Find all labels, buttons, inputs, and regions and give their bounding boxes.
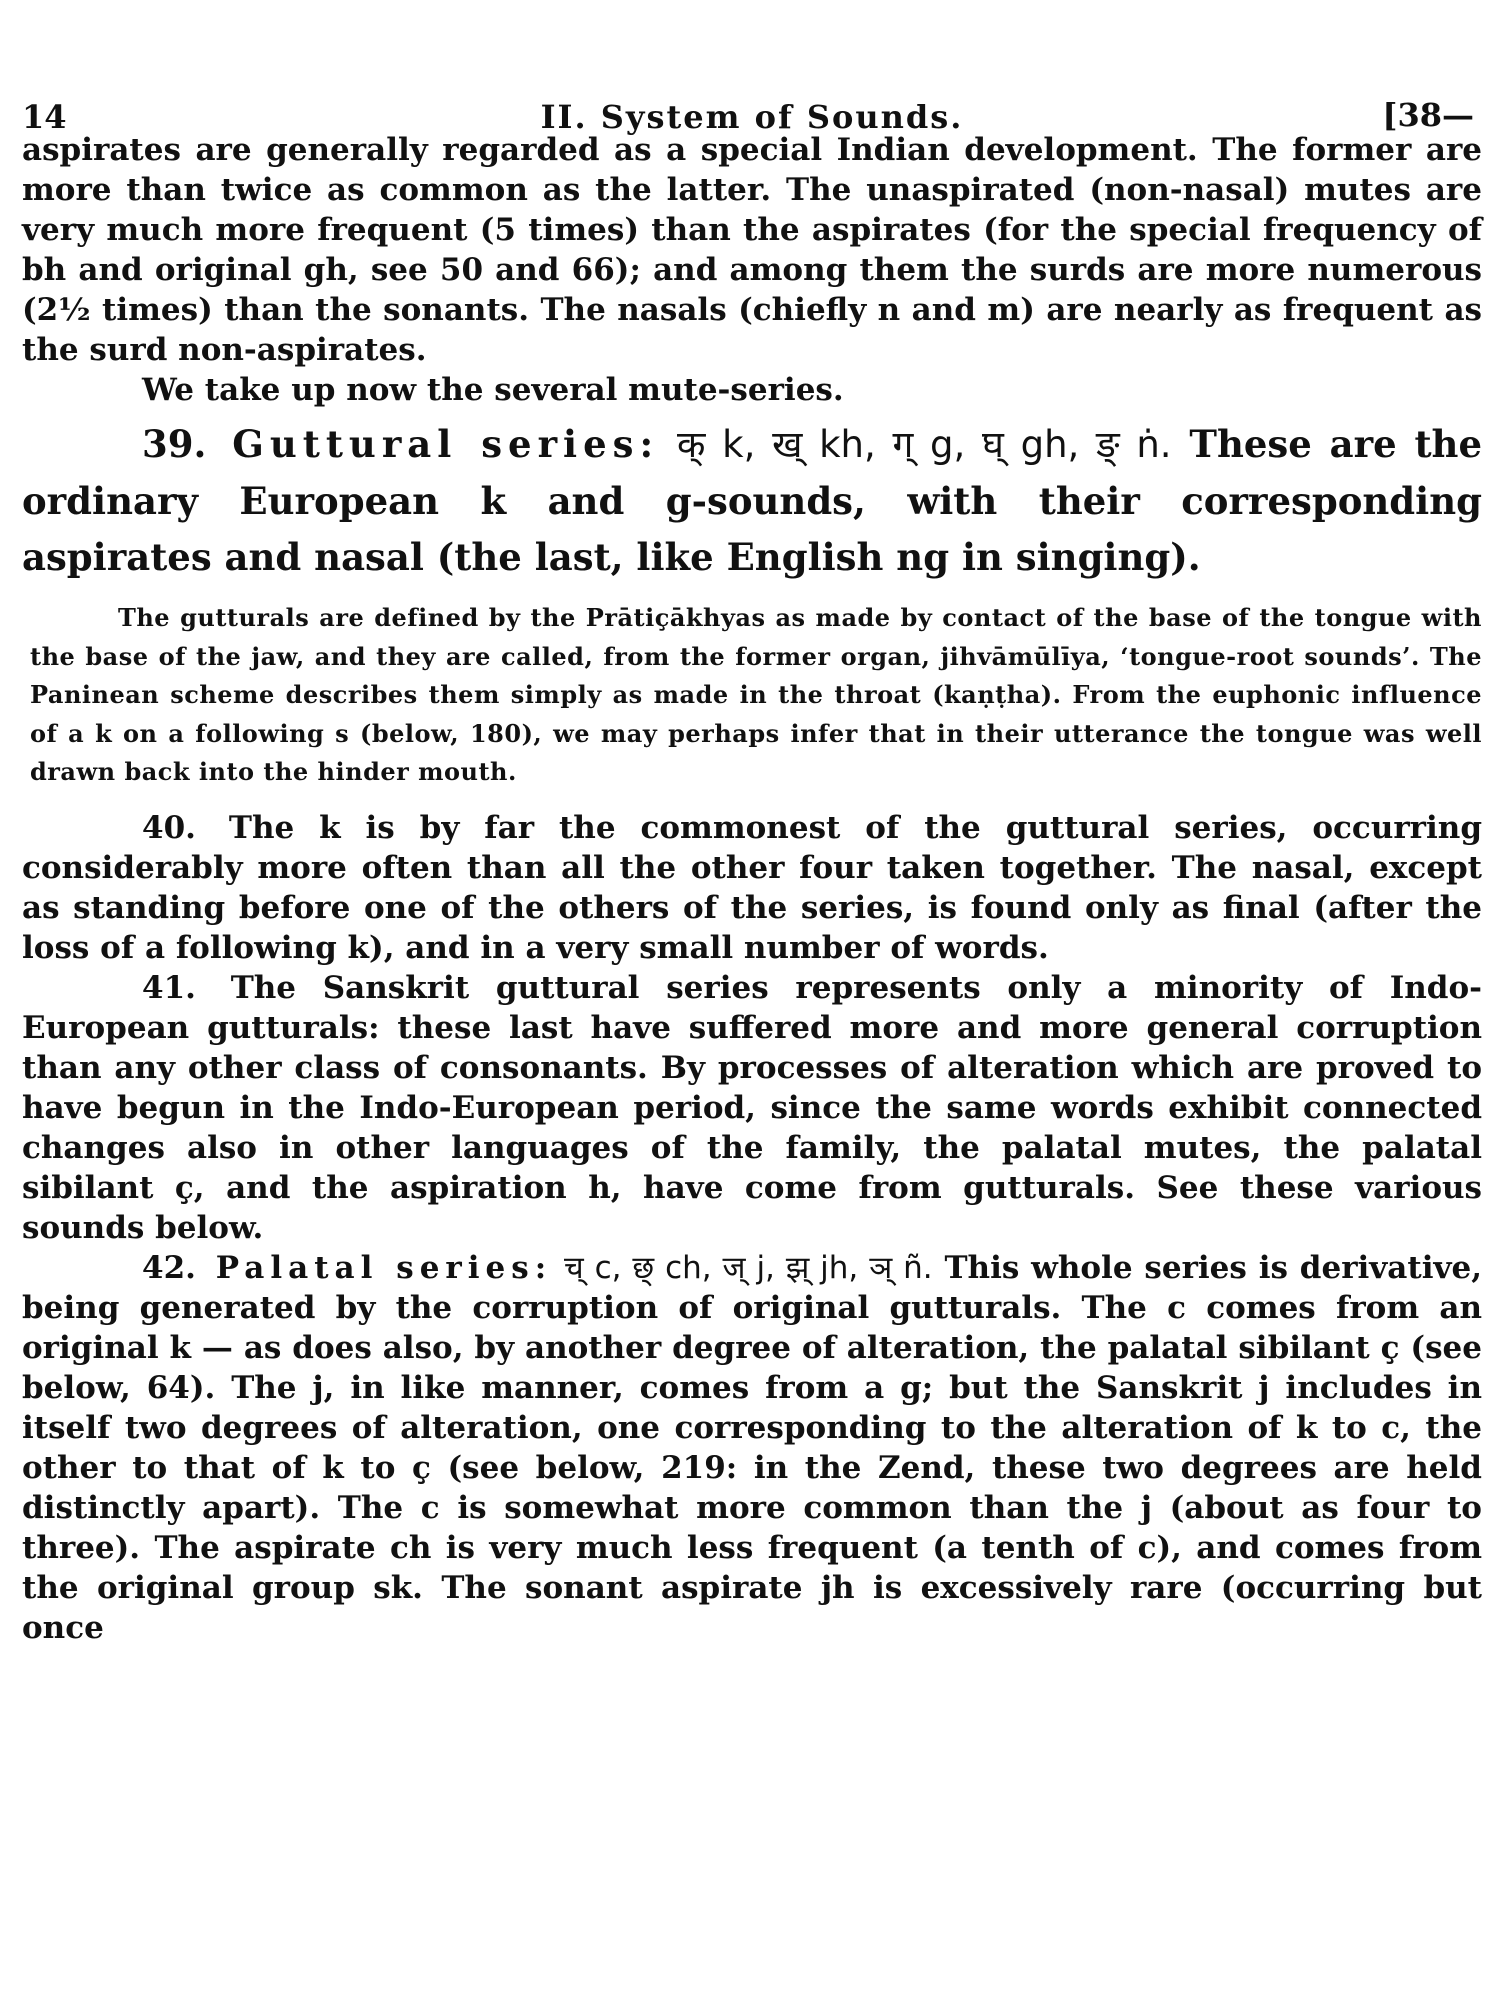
- section-39-letters: क् k, ख् kh, ग् g, घ् gh, ङ् ṅ.: [677, 423, 1172, 466]
- page-number: 14: [22, 98, 67, 136]
- book-page: [22, 60, 1482, 1995]
- section-39-heading: Guttural series:: [232, 422, 660, 466]
- section-reference: [38—: [1382, 96, 1474, 134]
- section-42-text: This whole series is derivative, being generated by the corruption of original gutturals. The c comes from an original k — as does also, by another degree of alteration, the palatal sibilant ç (see below, 64). The j, in like manner, comes from a g; but the Sanskrit j includes in itself two degrees of alteration, one corresponding to the alteration of k to c, the other to that of k to ç (see below, 219: in the Zend, these two degrees are held distinctly apart). The c is somewhat more common than the j (about as four to three). The aspirate ch is very much less frequent (a tenth of c), and comes from the original group sk. The sonant aspirate jh is excessively rare (occurring but once: [22, 1249, 1483, 1646]
- section-40: [22, 808, 1482, 968]
- section-42: [22, 1248, 1482, 1648]
- section-42-heading: Palatal series:: [215, 1249, 553, 1286]
- section-40-text: The k is by far the commonest of the guttural series, occurring considerably more often than all the other four taken together. The nasal, except as standing before one of the others of the series, is found only as final (after the loss of a following k), and in a very small number of words.: [22, 809, 1483, 966]
- page-header: [22, 60, 1482, 136]
- section-41: [22, 968, 1482, 1248]
- section-41-number: 41.: [142, 969, 196, 1006]
- section-39-note: The gutturals are defined by the Prātiçākhyas as made by contact of the base of the tongue with the base of the jaw, and they are called, from the former organ, jihvāmūlīya, ‘tongue-root sounds’. The Paninean scheme describes them simply as made in the throat (kaṇṭha). From the euphonic influence of a k on a following s (below, 180), we may perhaps infer that in their utterance the tongue was well drawn back into the hinder mouth.: [30, 603, 1482, 786]
- section-42-letters: च् c, छ् ch, ज् j, झ् jh, ञ् ñ.: [564, 1249, 933, 1286]
- section-42-number: 42.: [142, 1249, 196, 1286]
- section-40-number: 40.: [142, 809, 196, 846]
- section-41-text: The Sanskrit guttural series represents only a minority of Indo-European gutturals: these last have suffered more and more general corruption than any other class of consonants. By processes of alteration which are proved to have begun in the Indo-European period, since the same words exhibit connected changes also in other languages of the family, the palatal mutes, the palatal sibilant ç, and the aspiration h, have come from gutturals. See these various sounds below.: [22, 969, 1482, 1246]
- paragraph-intro: aspirates are generally regarded as a special Indian development. The former are more than twice as common as the latter. The unaspirated (non-nasal) mutes are very much more frequent (5 times) than the aspirates (for the special frequency of bh and original gh, see 50 and 66); and among them the surds are more numerous (2½ times) than the sonants. The nasals (chiefly n and m) are nearly as frequent as the surd non-aspirates.: [22, 132, 1482, 368]
- paragraph-mute-series: We take up now the several mute-series.: [142, 372, 844, 408]
- section-39: [22, 416, 1482, 585]
- section-39-text: These are the ordinary European k and g-sounds, with their corresponding aspirates and nasal (the last, like English ng in singing).: [22, 422, 1482, 579]
- running-title: II. System of Sounds.: [540, 98, 964, 136]
- section-39-number: 39.: [142, 422, 207, 466]
